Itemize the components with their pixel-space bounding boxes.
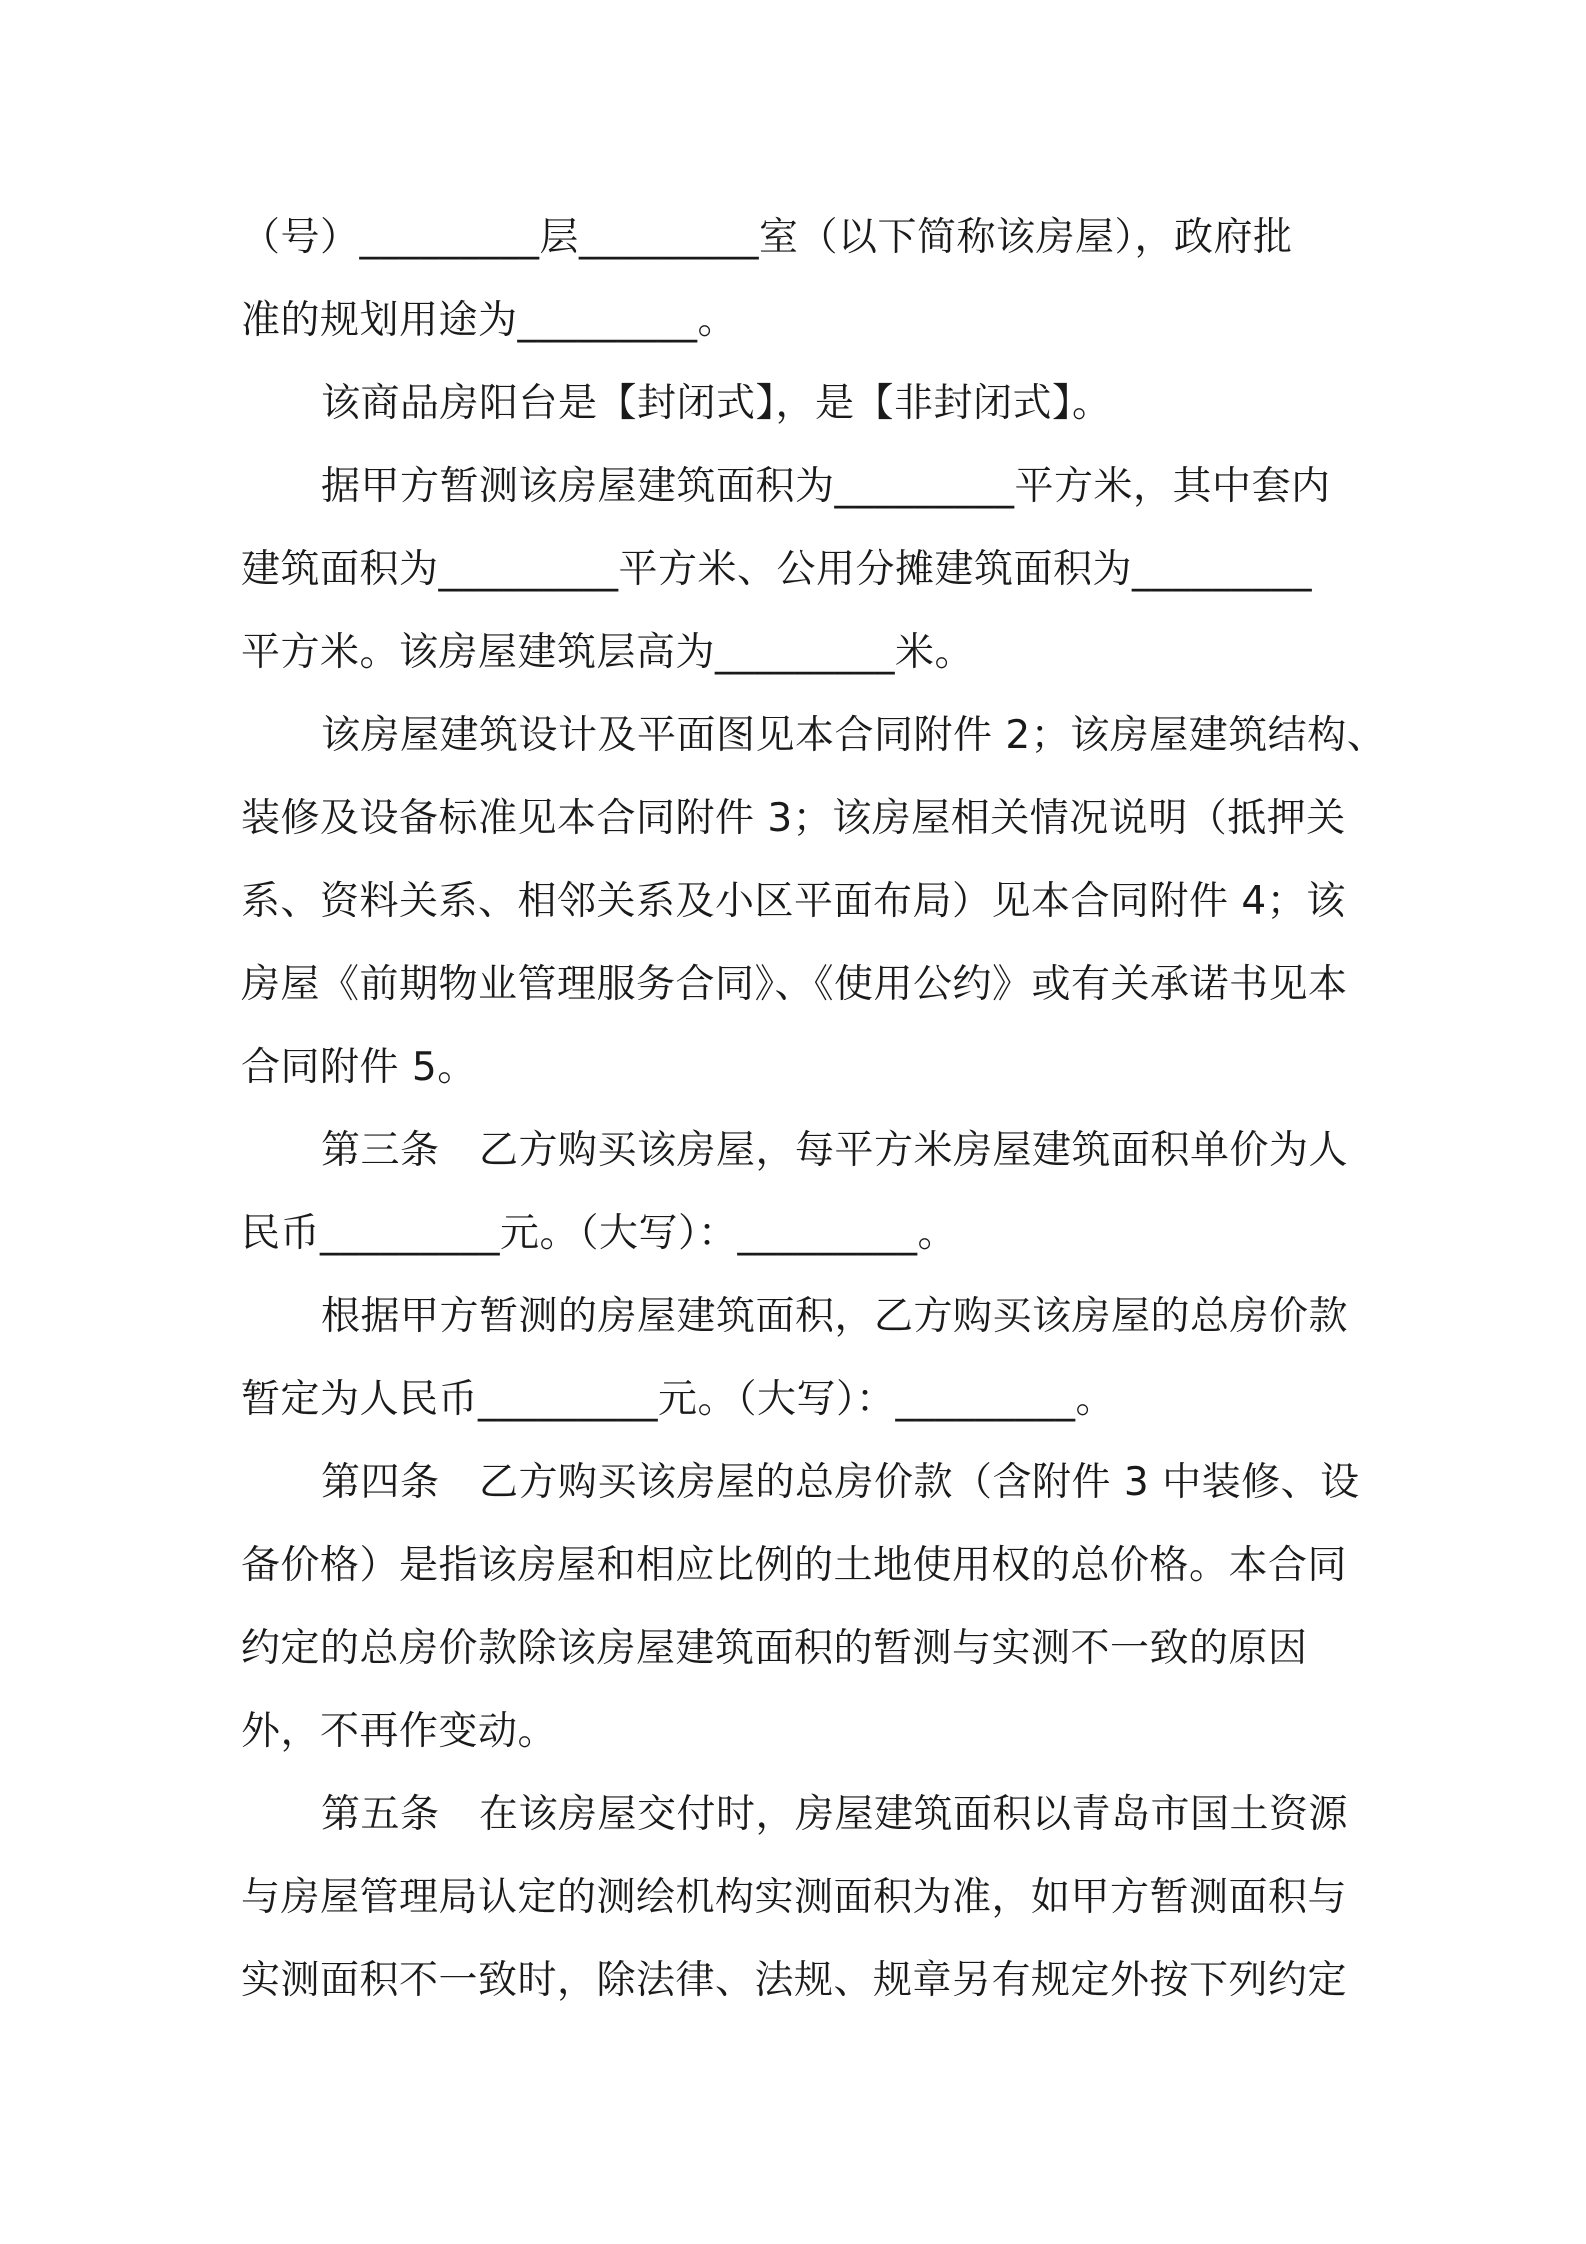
text-line: 系、资料关系、相邻关系及小区平面布局）见本合同附件 4；该 — [241, 879, 1346, 924]
text-line: 外，不再作变动。 — [241, 1709, 558, 1754]
text-line: 建筑面积为_________平方米、公用分摊建筑面积为_________ — [241, 547, 1313, 592]
text-line: 根据甲方暂测的房屋建筑面积，乙方购买该房屋的总房价款 — [321, 1294, 1349, 1339]
text-line: 装修及设备标准见本合同附件 3；该房屋相关情况说明（抵押关 — [241, 796, 1346, 841]
text-line: 房屋《前期物业管理服务合同》、《使用公约》或有关承诺书见本 — [241, 962, 1348, 1007]
article-three-line: 第三条 乙方购买该房屋，每平方米房屋建筑面积单价为人 — [321, 1128, 1349, 1173]
text-line: 准的规划用途为_________。 — [241, 298, 738, 343]
text-line: 民币_________元。（大写）：_________。 — [241, 1211, 958, 1256]
text-line: 该房屋建筑设计及平面图见本合同附件 2；该房屋建筑结构、 — [321, 713, 1387, 758]
text-line: 该商品房阳台是【封闭式】，是【非封闭式】。 — [321, 381, 1112, 426]
text-line: 合同附件 5。 — [241, 1045, 477, 1090]
text-line: 实测面积不一致时，除法律、法规、规章另有规定外按下列约定 — [241, 1958, 1348, 2003]
text-line: （号）_________层_________室（以下简称该房屋），政府批 — [241, 215, 1293, 260]
document-body — [241, 196, 1387, 2022]
article-five-line: 第五条 在该房屋交付时，房屋建筑面积以青岛市国土资源 — [321, 1792, 1349, 1837]
text-line: 约定的总房价款除该房屋建筑面积的暂测与实测不一致的原因 — [241, 1626, 1308, 1671]
text-line: 与房屋管理局认定的测绘机构实测面积为准，如甲方暂测面积与 — [241, 1875, 1348, 1920]
text-line: 据甲方暂测该房屋建筑面积为_________平方米，其中套内 — [321, 464, 1331, 509]
text-line: 平方米。该房屋建筑层高为_________米。 — [241, 630, 975, 675]
text-line: 暂定为人民币_________元。（大写）：_________。 — [241, 1377, 1116, 1422]
article-four-line: 第四条 乙方购买该房屋的总房价款（含附件 3 中装修、设 — [321, 1460, 1360, 1505]
text-line: 备价格）是指该房屋和相应比例的土地使用权的总价格。本合同 — [241, 1543, 1348, 1588]
